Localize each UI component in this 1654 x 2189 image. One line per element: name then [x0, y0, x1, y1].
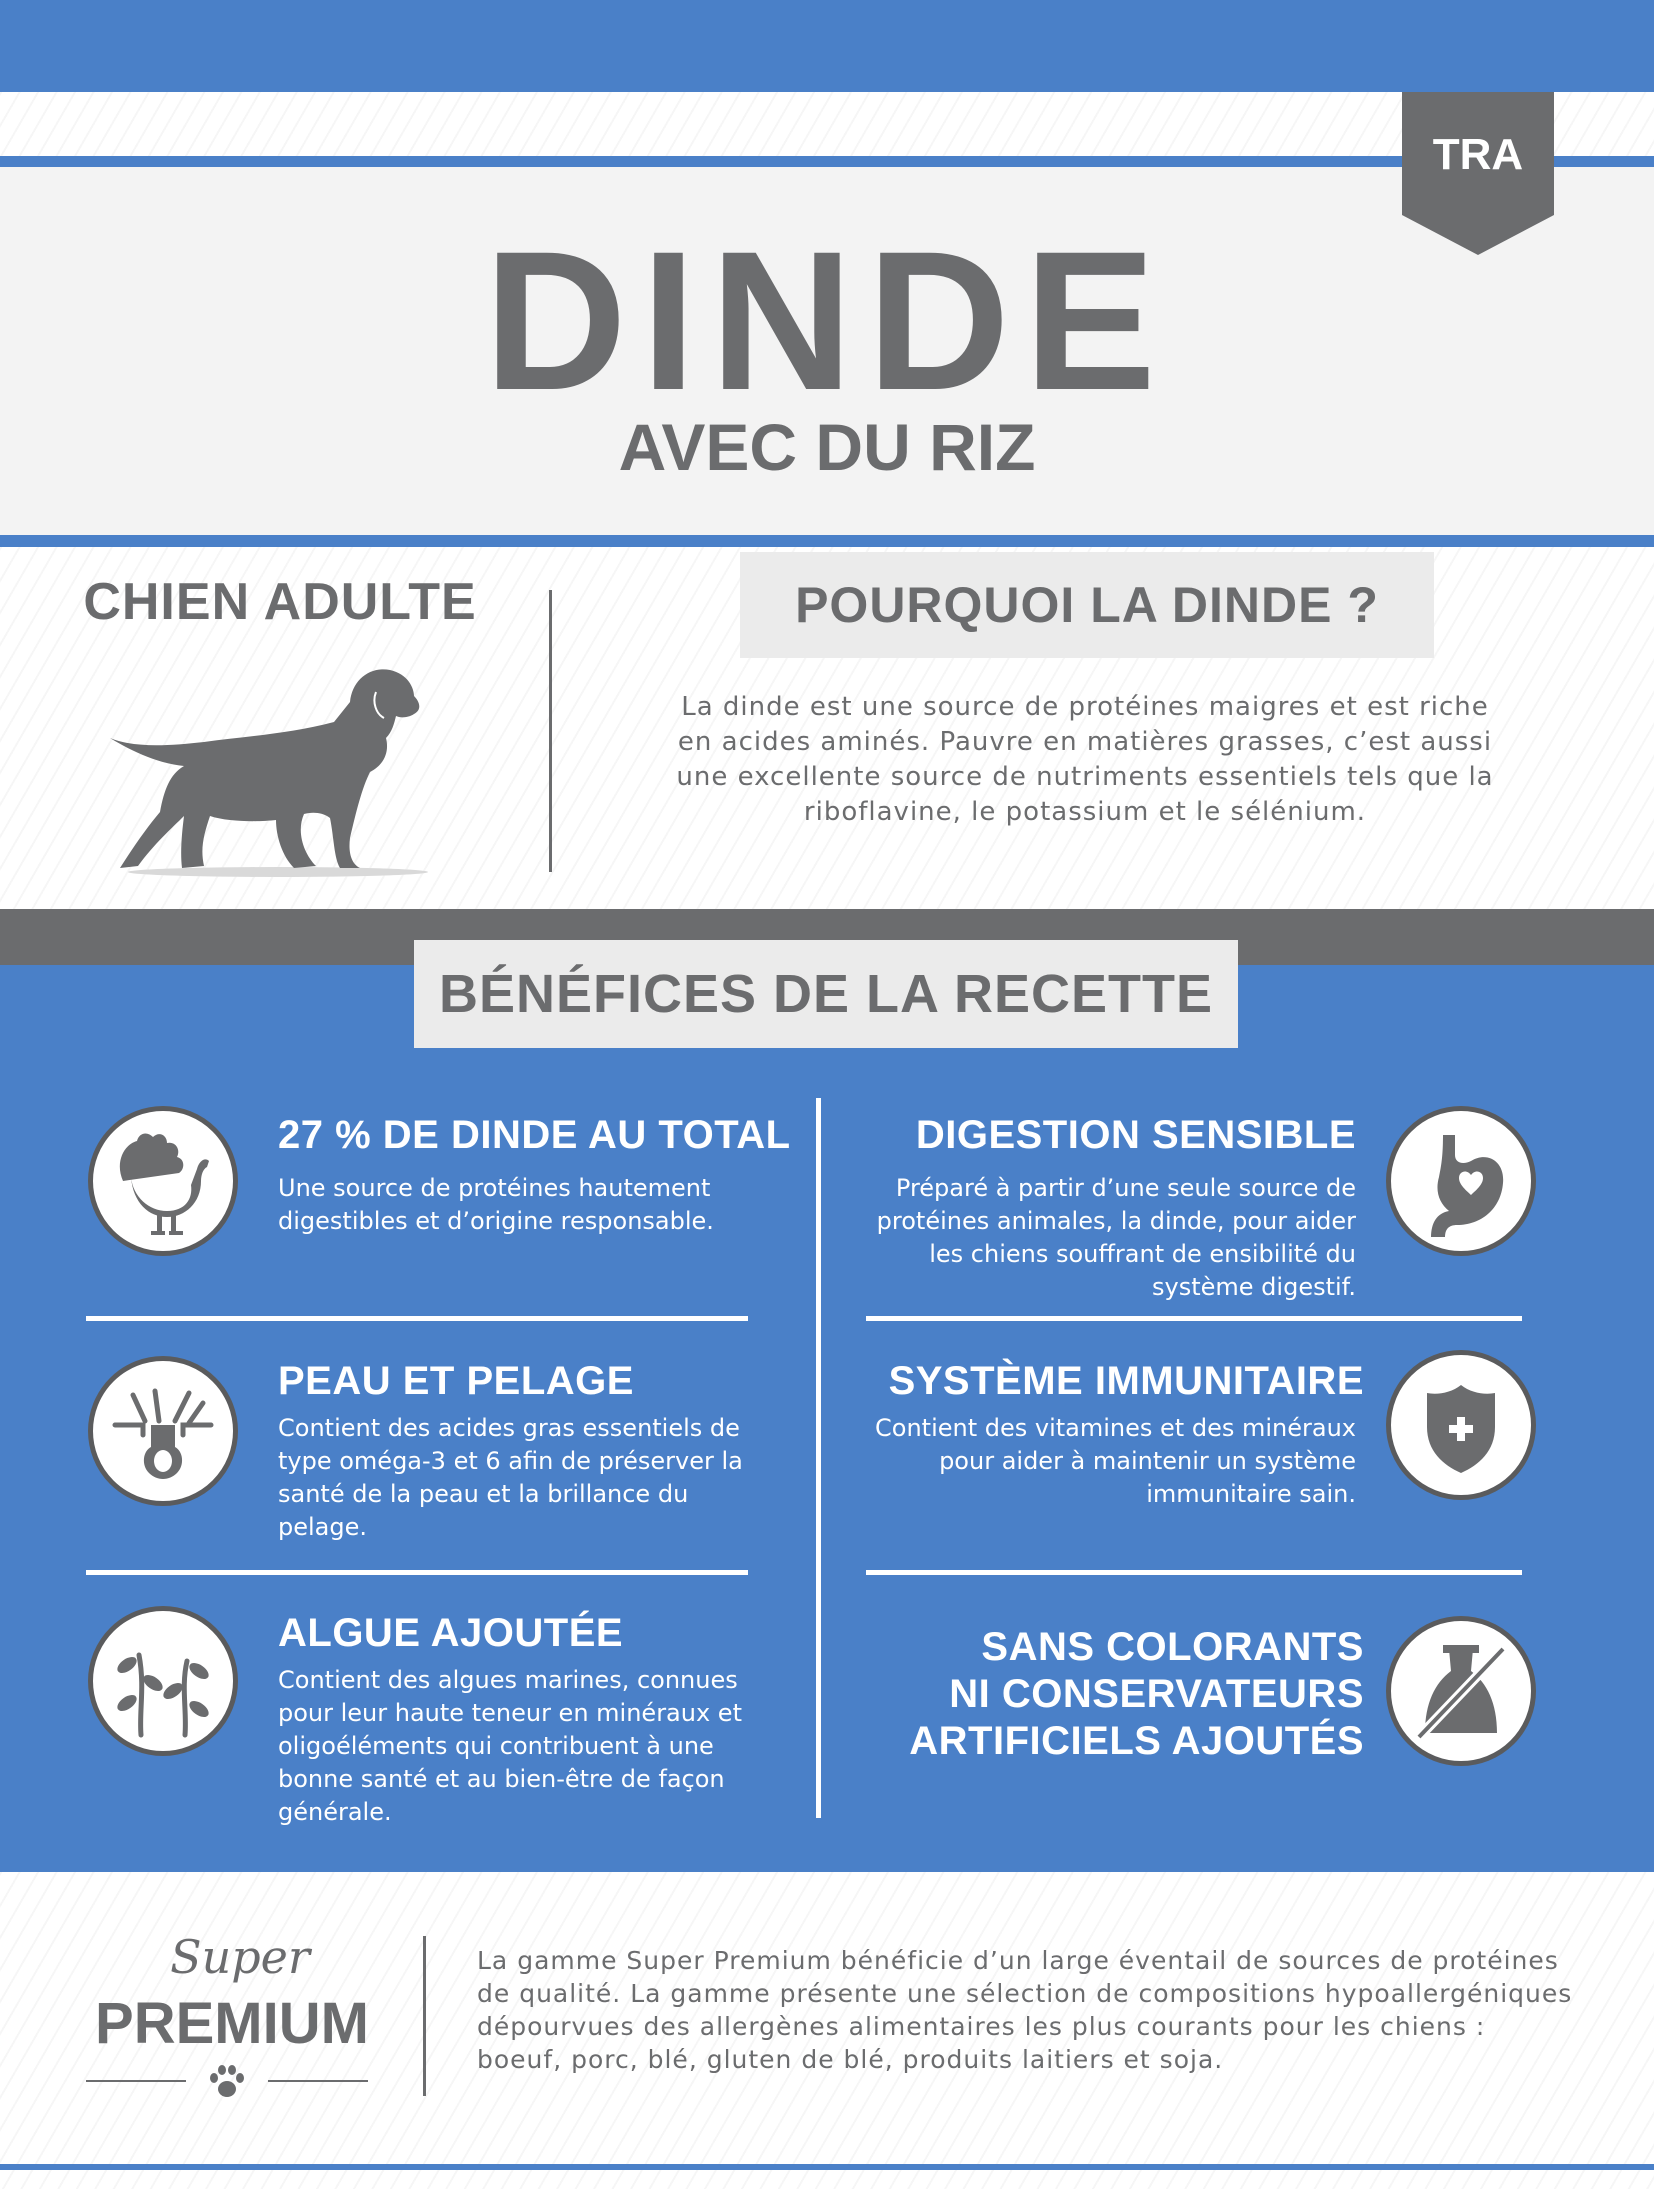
- benefits-center-divider: [816, 1098, 821, 1818]
- life-stage-label: CHIEN ADULTE: [83, 573, 477, 631]
- benefit-text: Préparé à partir d’une seule source de protéines animales, la dinde, pour aider les chiens souffrant de ensibilité du système digestif.: [876, 1174, 1356, 1301]
- benefit-text: Contient des vitamines et des minéraux pour aider à maintenir un système immunitaire sain.: [875, 1414, 1356, 1508]
- footer-text: La gamme Super Premium bénéficie d’un large éventail de sources de protéines de qualité. La gamme présente une sélection de compositions hypoallergéniques dépourvues des allergènes alimentaires les plus courants pour les chiens : boeuf, porc, blé, gluten de blé, produits laitiers et soja.: [477, 1946, 1573, 2074]
- turkey-icon: [93, 1111, 233, 1251]
- logo-script-word: Super: [170, 1930, 310, 1984]
- benefit-text: Contient des acides gras essentiels de type oméga-3 et 6 afin de préserver la santé de la peau et la brillance du pelage.: [278, 1414, 743, 1541]
- benefit-title: 27 % DE DINDE AU TOTAL: [278, 1113, 791, 1157]
- benefit-icon-circle: [1386, 1106, 1536, 1256]
- benefit-title: PEAU ET PELAGE: [278, 1359, 634, 1403]
- stomach-heart-icon: [1391, 1111, 1531, 1251]
- why-text: La dinde est une source de protéines maigres et est riche en acides aminés. Pauvre en matières grasses, c’est aussi une excellente source de nutriments essentiels tels que la riboflavine, le potassium et le sélénium.: [676, 692, 1494, 827]
- benefit-text: Contient des algues marines, connues pour leur haute teneur en minéraux et oligoéléments qui contribuent à une bonne santé et au bien-être de façon générale.: [278, 1666, 742, 1826]
- product-title: DINDE: [483, 210, 1171, 431]
- product-subtitle: AVEC DU RIZ: [618, 410, 1036, 484]
- benefit-icon-circle: [88, 1356, 238, 1506]
- benefit-title-line: SANS COLORANTS: [981, 1625, 1364, 1669]
- benefit-icon-circle: [88, 1606, 238, 1756]
- benefit-separator: [86, 1316, 748, 1321]
- logo-main-word: PREMIUM: [95, 1991, 369, 2056]
- benefit-title-line: NI CONSERVATEURS: [949, 1672, 1364, 1716]
- benefit-title: SYSTÈME IMMUNITAIRE: [888, 1359, 1364, 1403]
- top-color-band: [0, 0, 1654, 92]
- benefit-title: ALGUE AJOUTÉE: [278, 1611, 624, 1655]
- logo-rule: [86, 2080, 186, 2082]
- hair-follicle-icon: [93, 1361, 233, 1501]
- logo-rule: [268, 2080, 368, 2082]
- dog-icon: [108, 662, 428, 878]
- benefits-heading: BÉNÉFICES DE LA RECETTE: [414, 940, 1238, 1048]
- benefit-title: DIGESTION SENSIBLE: [915, 1113, 1356, 1157]
- blue-rule: [0, 535, 1654, 547]
- benefit-icon-circle: [88, 1106, 238, 1256]
- benefit-separator: [866, 1316, 1522, 1321]
- badge-label: TRA: [1432, 130, 1524, 179]
- benefit-icon-circle: [1386, 1350, 1536, 1500]
- benefit-icon-circle: [1386, 1616, 1536, 1766]
- benefit-separator: [866, 1570, 1522, 1575]
- bottom-blue-rule: [0, 2164, 1654, 2170]
- benefit-title-line: ARTIFICIELS AJOUTÉS: [909, 1719, 1364, 1763]
- benefit-text: Une source de protéines hautement digestibles et d’origine responsable.: [278, 1174, 714, 1235]
- seaweed-icon: [93, 1611, 233, 1751]
- no-flask-icon: [1391, 1621, 1531, 1761]
- shield-plus-icon: [1391, 1355, 1531, 1495]
- section-divider: [549, 590, 552, 872]
- footer-divider: [423, 1936, 426, 2096]
- paw-icon: [206, 2062, 248, 2100]
- benefit-separator: [86, 1570, 748, 1575]
- why-heading: POURQUOI LA DINDE ?: [740, 552, 1434, 658]
